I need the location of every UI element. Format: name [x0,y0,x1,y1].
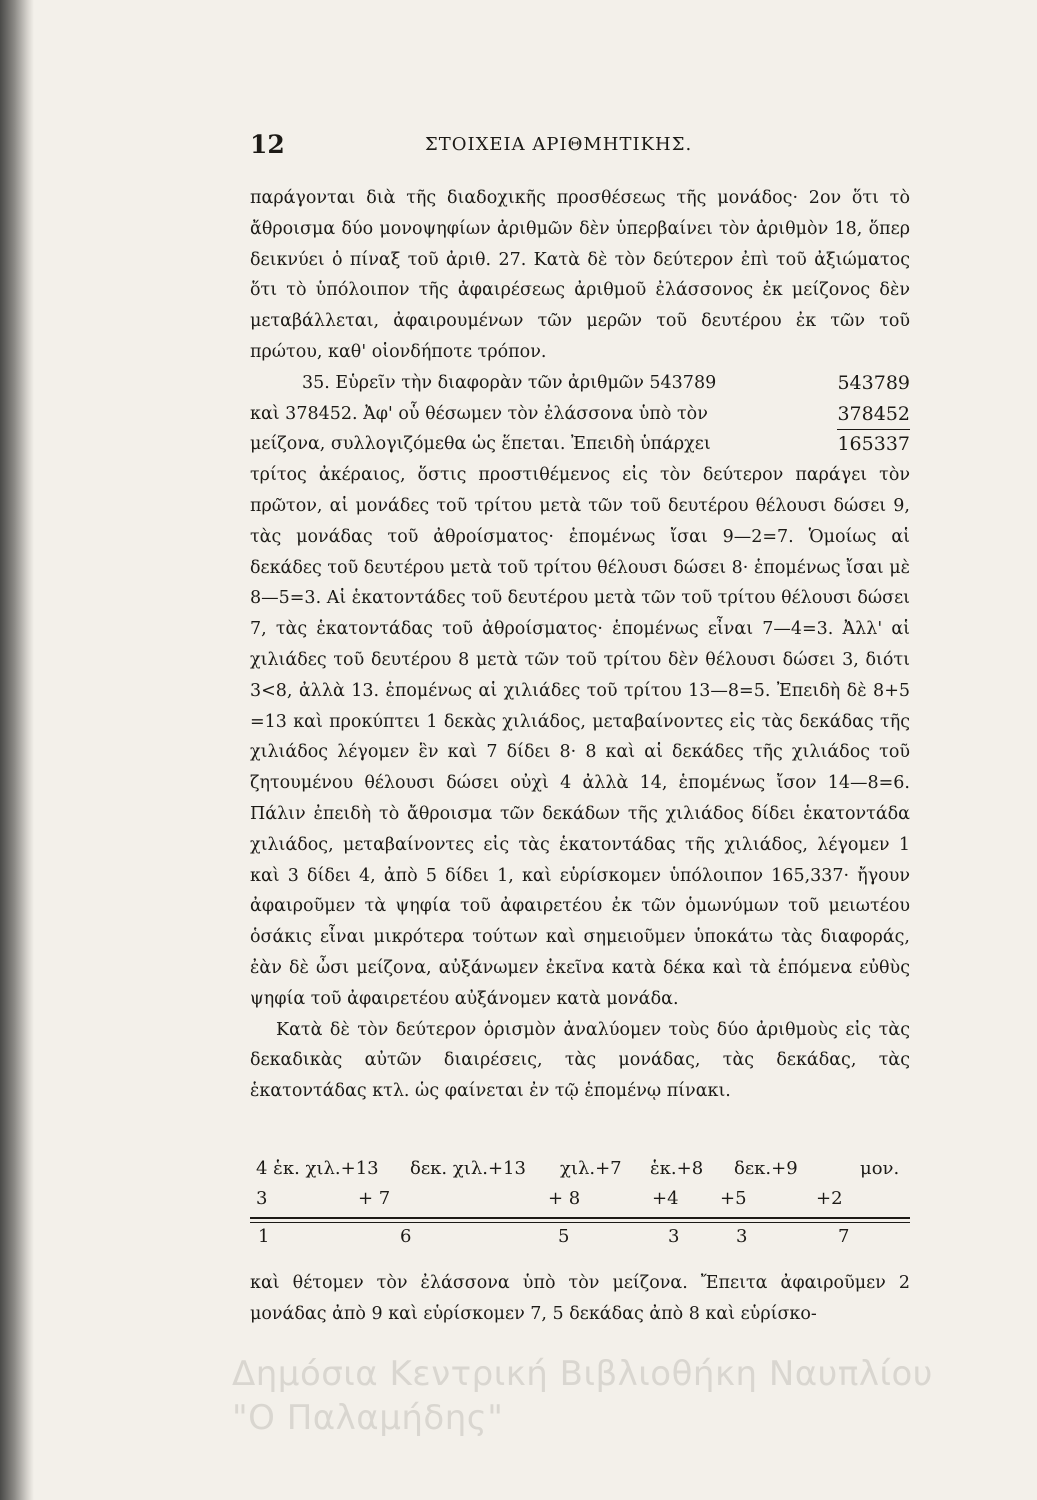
page-header [250,130,910,160]
table-cell: μον. [860,1158,900,1179]
example-statement: 35. Εὑρεῖν τὴν διαφορὰν τῶν ἀριθμῶν 543789 [302,372,717,393]
decomposition-table [250,1158,910,1247]
library-watermark [232,1352,1012,1440]
table-cell: + 7 [358,1188,391,1209]
table-rule [250,1217,910,1219]
table-cell: δεκ. χιλ.+13 [410,1158,526,1179]
table-row-subtrahend [250,1188,910,1218]
table-cell: +2 [816,1188,843,1209]
table-cell: 5 [558,1226,570,1247]
table-cell: δεκ.+9 [734,1158,798,1179]
paragraph-2: τρίτος ἀκέραιος, ὅστις προστιθέμενος εἰς τὸν δεύτερον παράγει τὸν πρῶτον, αἱ μονάδες τοῦ τρίτου μετὰ τῶν τοῦ δευτέρου θέλουσι δώσει 9, τὰς μονάδας τοῦ ἀθροίσματος· ἑπομένως ἴσαι 9—2=7. Ὁμοίως αἱ δεκάδες τοῦ δευτέρου μετὰ τοῦ τρίτου θέλουσι δώσει 8· ἑπομένως ἴσαι μὲ 8—5=3. Αἱ ἑκατοντάδες τοῦ δευτέρου μετὰ τῶν τοῦ τρίτου θέλουσι δώσει 7, τὰς ἑκατοντάδας τοῦ ἀθροίσματος· ἑπομένως εἶναι 7—4=3. Ἀλλ' αἱ χιλιάδες τοῦ δευτέρου 8 μετὰ τῶν τοῦ τρίτου δὲν θέλουσι δώσει 3, διότι 3<8, ἀλλὰ 13. ἑπομένως αἱ χιλιάδες τοῦ τρίτου 13—8=5. Ἐπειδὴ δὲ 8+5 =13 καὶ προκύπτει 1 δεκὰς χιλιάδος, μεταβαίνοντες εἰς τὰς δεκάδας τῆς χιλιάδος λέγομεν ἓν καὶ 7 δίδει 8· 8 καὶ αἱ δεκάδες τῆς χιλιάδος τοῦ ζητουμένου θέλουσι δώσει οὐχὶ 4 ἀλλὰ 14, ἑπομένως ἴσον 14—8=6. Πάλιν ἐπειδὴ τὸ ἄθροισμα τῶν δεκάδων τῆς χιλιάδος δίδει ἑκατοντάδα χιλιάδος, μεταβαίνοντες εἰς τὰς ἑκατοντάδας τῆς χιλιάδος, λέγομεν 1 καὶ 3 δίδει 4, ἀπὸ 5 δίδει 1, καὶ εὑρίσκομεν ὑπόλοιπον 165,337· ἤγουν ἀφαιροῦμεν τὰ ψηφία τοῦ ἀφαιρετέου ἐκ τῶν ὁμωνύμων τοῦ μειωτέου ὁσάκις εἶναι μικρότερα τούτων καὶ σημειοῦμεν ὑποκάτω τὰς διαφοράς, ἐὰν δὲ ὦσι μείζονα, αὐξάνωμεν ἐκεῖνα κατὰ δέκα καὶ τὰ ἑπόμενα εὐθὺς ψηφία τοῦ ἀφαιρετέου αὐξάνομεν κατὰ μονάδα. [250,465,910,1009]
table-cell: 4 ἑκ. χιλ.+13 [256,1158,379,1179]
table-cell: 3 [736,1226,748,1247]
running-title: ΣΤΟΙΧΕΙΑ ΑΡΙΘΜΗΤΙΚΗΣ. [425,134,693,155]
example-line-3 [250,429,910,460]
watermark-line-2: "Ο Παλαμήδης" [232,1398,504,1438]
watermark-line-1: Δημόσια Κεντρική Βιβλιοθήκη Ναυπλίου [232,1354,933,1394]
subtrahend: 378452 [837,399,910,431]
table-cell: +5 [720,1188,747,1209]
table-cell: 1 [258,1226,270,1247]
table-cell: 3 [256,1188,268,1209]
table-cell: χιλ.+7 [560,1158,622,1179]
table-cell: 7 [838,1226,850,1247]
binding-shadow [0,0,34,1500]
minuend: 543789 [837,371,910,394]
table-rule [250,1222,910,1223]
table-row-minuend [250,1158,910,1188]
example-line-1 [250,368,910,399]
example-text-3: μείζονα, συλλογιζόμεθα ὡς ἕπεται. Ἐπειδὴ ὑπάρχει [250,434,711,455]
paragraph-1: παράγονται διὰ τῆς διαδοχικῆς προσθέσεως τῆς μονάδος· 2ον ὅτι τὸ ἄθροισμα δύο μονοψηφίων ἀριθμῶν δὲν ὑπερβαίνει τὸν ἀριθμὸν 18, ὅπερ δεικνύει ὁ πίναξ τοῦ ἀριθ. 27. Κατὰ δὲ τὸν δεύτερον ἐπὶ τοῦ ἀξιώματος ὅτι τὸ ὑπόλοιπον τῆς ἀφαιρέσεως ἀριθμοῦ ἐλάσσονος ἐκ μείζονος δὲν μεταβάλλεται, ἀφαιρουμένων τῶν μερῶν τοῦ δευτέρου ἐκ τῶν τοῦ πρώτου, καθ' οἱονδήποτε τρόπον. [250,188,910,362]
table-cell: +4 [652,1188,679,1209]
example-text-2: καὶ 378452. Ἀφ' οὗ θέσωμεν τὸν ἐλάσσονα ὑπὸ τὸν [250,403,708,424]
table-cell: 6 [400,1226,412,1247]
table-cell: + 8 [548,1188,581,1209]
paragraph-3: Κατὰ δὲ τὸν δεύτερον ὁρισμὸν ἀναλύομεν τοὺς δύο ἀριθμοὺς εἰς τὰς δεκαδικὰς αὐτῶν διαιρέσεις, τὰς μονάδας, τὰς δεκάδας, τὰς ἑκατοντάδας κτλ. ὡς φαίνεται ἐν τῷ ἑπομένῳ πίνακι. [250,1019,910,1102]
paragraph-4: καὶ θέτομεν τὸν ἐλάσσονα ὑπὸ τὸν μείζονα. Ἔπειτα ἀφαιροῦμεν 2 μονάδας ἀπὸ 9 καὶ εὑρίσκομεν 7, 5 δεκάδας ἀπὸ 8 καὶ εὑρίσκο- [250,1273,910,1324]
body-text [250,183,910,1107]
table-cell: 3 [668,1226,680,1247]
table-row-difference [250,1226,910,1256]
closing-text [250,1268,910,1330]
table-cell: ἑκ.+8 [650,1158,704,1179]
difference: 165337 [837,433,910,456]
example-line-2 [250,399,910,430]
page-number: 12 [250,130,285,159]
